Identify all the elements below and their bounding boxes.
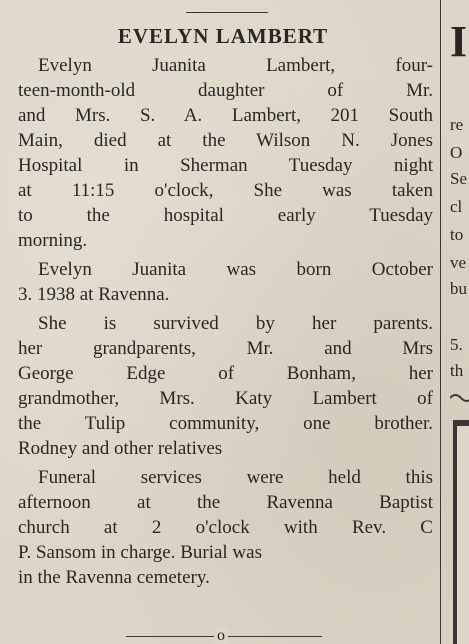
- text-line: at 11:15 o'clock, She was taken: [18, 180, 433, 201]
- text-line: to the hospital early Tuesday: [18, 205, 433, 226]
- text-line: Funeral services were held this: [38, 467, 433, 488]
- adjacent-column-fragment: bu: [450, 279, 467, 298]
- column-divider: [440, 0, 441, 644]
- top-divider: [186, 12, 268, 13]
- text-line: 3. 1938 at Ravenna.: [18, 284, 170, 305]
- adjacent-column-fragment: th: [450, 361, 464, 380]
- text-line: Evelyn Juanita Lambert, four-: [38, 55, 433, 76]
- text-line: George Edge of Bonham, her: [18, 363, 433, 384]
- adjacent-column-fragment: ve: [450, 253, 467, 272]
- text-line: Rodney and other relatives: [18, 438, 223, 459]
- text-line: grandmother, Mrs. Katy Lambert of: [18, 388, 433, 409]
- obituary-body: [18, 53, 433, 590]
- adjacent-column-fragment: O: [450, 143, 463, 162]
- text-line: the Tulip community, one brother.: [18, 413, 433, 434]
- text-line: P. Sansom in charge. Burial was: [18, 542, 262, 563]
- text-line: afternoon at the Ravenna Baptist: [18, 492, 433, 513]
- adjacent-box-border: [453, 420, 469, 644]
- text-line: in the Ravenna cemetery.: [18, 567, 210, 588]
- text-line: church at 2 o'clock with Rev. C: [18, 517, 433, 538]
- adjacent-column-fragment: 5.: [450, 335, 463, 354]
- text-line: teen-month-old daughter of Mr.: [18, 80, 433, 101]
- adjacent-column-fragment: to: [450, 225, 464, 244]
- text-line: Evelyn Juanita was born October: [38, 259, 433, 280]
- wavy-rule: [450, 392, 469, 404]
- text-line: and Mrs. S. A. Lambert, 201 South: [18, 105, 433, 126]
- obituary-headline: EVELYN LAMBERT: [117, 24, 329, 48]
- adjacent-column-fragment: I: [450, 20, 468, 64]
- text-line: She is survived by her parents.: [38, 313, 433, 334]
- adjacent-column-fragment: re: [450, 115, 464, 134]
- text-line: Main, died at the Wilson N. Jones: [18, 130, 433, 151]
- adjacent-column-fragment: cl: [450, 197, 463, 216]
- bottom-ornament: o: [214, 628, 228, 644]
- text-line: Hospital in Sherman Tuesday night: [18, 155, 433, 176]
- text-line: morning.: [18, 230, 88, 251]
- text-line: her grandparents, Mr. and Mrs: [18, 338, 433, 359]
- adjacent-column-fragment: Se: [450, 169, 467, 188]
